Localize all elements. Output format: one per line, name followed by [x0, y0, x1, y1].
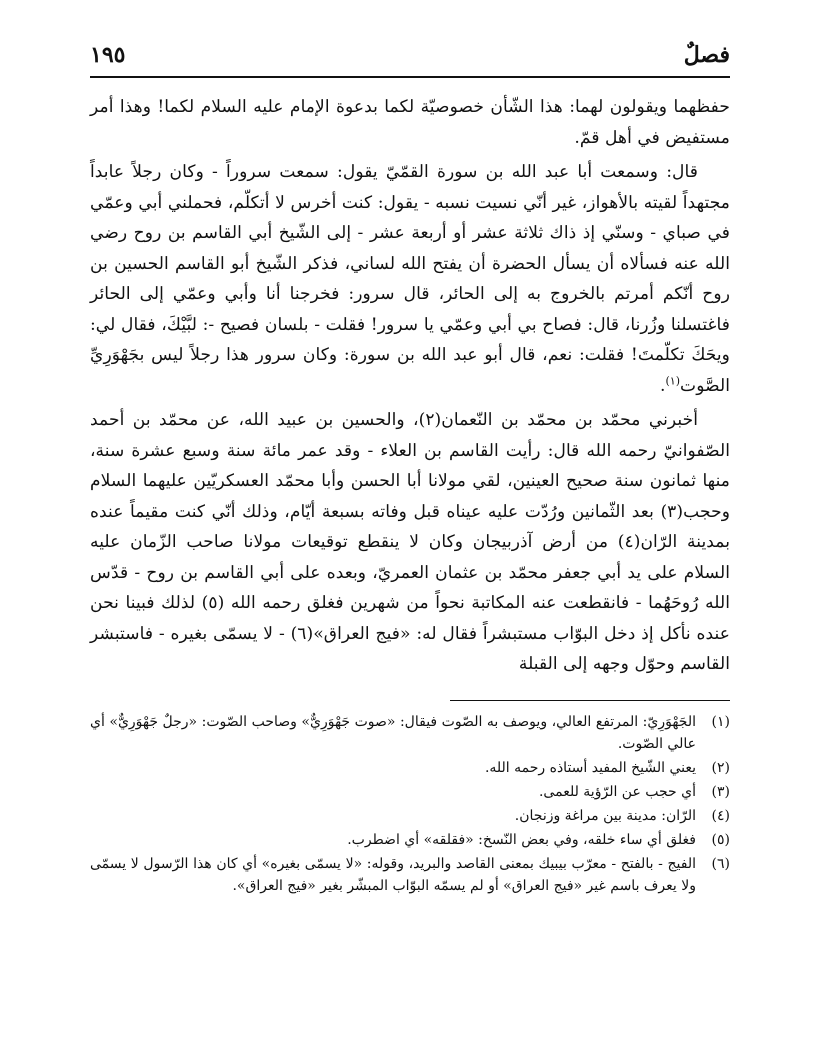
book-page	[90, 36, 730, 1036]
footnote	[90, 711, 730, 755]
footnote-number: (٢)	[711, 759, 730, 776]
footnote	[90, 805, 730, 827]
footnote-number: (٥)	[711, 831, 730, 848]
footnote-number: (١)	[711, 713, 730, 730]
footnote-text: الجَهْوَرِيّ: المرتفع العالي، ويوصف به الصّوت فيقال: «صوت جَهْوَرِيٌّ» وصاحب الصّوت: «رجلٌ جَهْوَرِيٌّ» أي عالي الصّوت.	[90, 713, 696, 752]
footnote-text: يعني الشّيخ المفيد أستاذه رحمه الله.	[484, 759, 696, 776]
footnote	[90, 781, 730, 803]
footnote	[90, 829, 730, 851]
footnote-marker: (١)	[665, 373, 681, 387]
main-text	[90, 92, 730, 680]
footnote-number: (٦)	[711, 855, 730, 872]
page-number: ١٩٥	[90, 42, 126, 68]
footnote	[90, 757, 730, 779]
footnote-number: (٣)	[711, 783, 730, 800]
footnote-text: فغلق أي ساء خلقه، وفي بعض النّسخ: «فقلقه» أي اضطرب.	[347, 831, 696, 848]
paragraph: قال: وسمعت أبا عبد الله بن سورة القمّيّ يقول: سمعت سروراً - وكان رجلاً عابداً مجتهداً لقيته بالأهواز، غير أنّي نسيت نسبه - يقول: كنت أخرس لا أتكلّم، فحملني أبي وعمّي في صباي - وسنّي إذ ذاك ثلاثة عشر أو أربعة عشر - إلى الشّيخ أبي القاسم بن روح رضي الله عنه فسألاه أن يسأل الحضرة أن يفتح الله لساني، فذكر الشّيخ أبو القاسم الحسين بن روح أنّكم أمرتم بالخروج به إلى الحائر، قال سرور: فخرجنا أنا وأبي وعمّي إلى الحائر فاغتسلنا وزُرنا، قال: فصاح بي أبي وعمّي يا سرور! فقلت - بلسان فصيح -: لبَّيْكَ، فقال لي: ويحَكَ تكلّمتَ! فقلت: نعم، قال أبو عبد الله بن سورة: وكان سرور هذا رجلاً ليس بجَهْوَرِيِّ الصَّوت$^{(١)}$.	[90, 162, 730, 396]
footnote	[90, 853, 730, 897]
footnote-number: (٤)	[711, 807, 730, 824]
footnote-text: أي حجب عن الرّؤية للعمى.	[538, 783, 696, 800]
footnotes	[90, 711, 730, 897]
paragraph: أخبرني محمّد بن محمّد بن النّعمان(٢)، والحسين بن عبيد الله، عن محمّد بن أحمد الصّفوانيّ رحمه الله قال: رأيت القاسم بن العلاء - وقد عمر مائة سنة وسبع عشرة سنة، منها ثمانون سنة صحيح العينين، لقي مولانا أبا الحسن وأبا محمّد العسكريّين عليهما السلام وحجب(٣) بعد الثّمانين ورُدّت عليه عيناه قبل وفاته بسبعة أيّام، وذلك أنّي كنت مقيماً عنده بمدينة الرّان(٤) من أرض آذربيجان وكان لا ينقطع توقيعات مولانا صاحب الزّمان عليه السلام على يد أبي جعفر محمّد بن عثمان العمريّ، وبعده على أبي القاسم بن روح - قدّس الله رُوحَهُما - فانقطعت عنه المكاتبة نحواً من شهرين فغلق رحمه الله (٥) لذلك فبينا نحن عنده نأكل إذ دخل البوّاب مستبشراً فقال له: «فيج العراق»(٦) - لا يسمّى بغيره - فاستبشر القاسم وحوّل وجهه إلى القبلة	[90, 410, 730, 674]
footnote-divider	[450, 700, 730, 701]
paragraph: حفظهما ويقولون لهما: هذا الشّأن خصوصيّة لكما بدعوة الإمام عليه السلام لكما! وهذا أمر مستفيض في أهل قمّ.	[90, 97, 730, 148]
footnote-text: الرّان: مدينة بين مراغة وزنجان.	[514, 807, 696, 824]
section-title: فصلٌ	[683, 42, 730, 68]
footnote-text: الفيج - بالفتح - معرّب بيبيك بمعنى القاصد والبريد، وقوله: «لا يسمّى بغيره» أي كان هذا الرّسول لا يسمّى ولا يعرف باسم غير «فيج العراق» أو لم يسمّه البوّاب المبشّر بغير «فيج العراق».	[90, 855, 696, 894]
page-header	[90, 36, 730, 78]
